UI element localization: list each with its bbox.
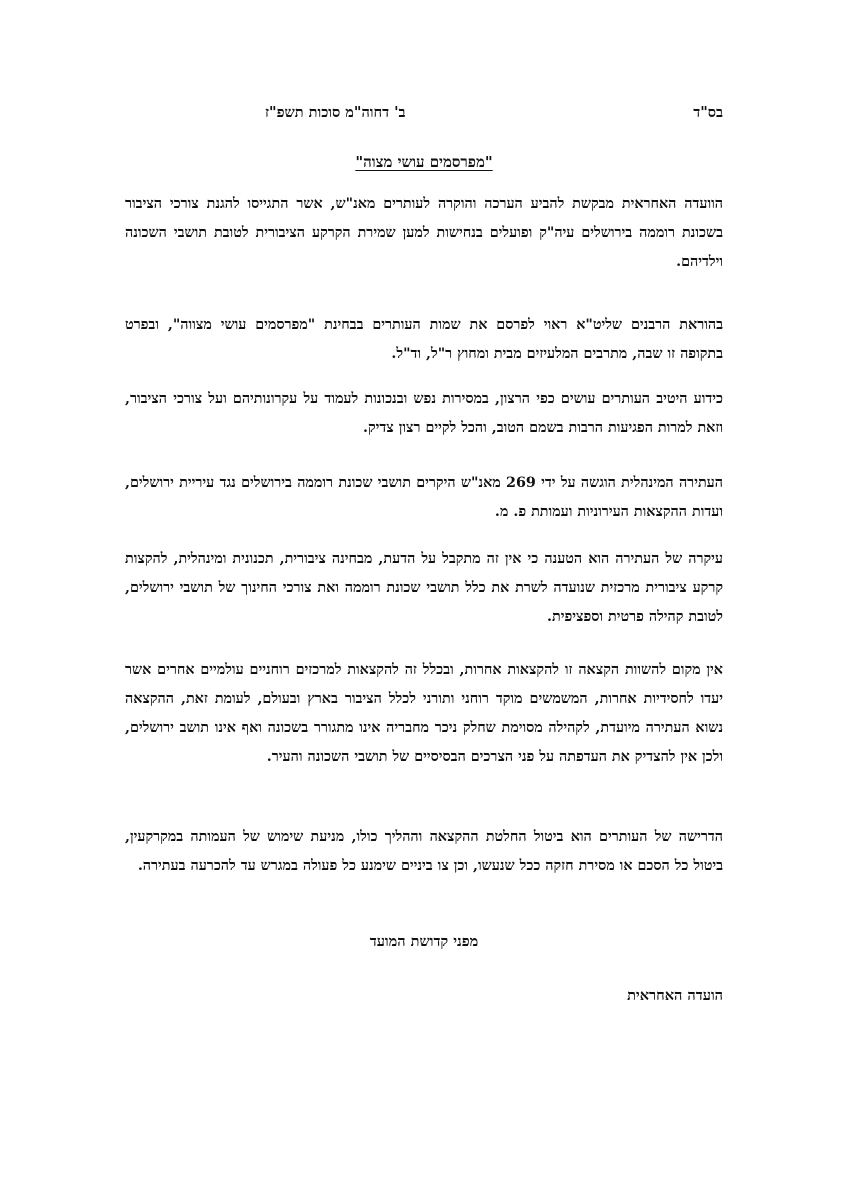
- basad-marking: בס"ד: [693, 104, 723, 121]
- paragraph-demands: הדרישה של העותרים הוא ביטול החלטת ההקצאה וההליך כולו, מניעת שימוש של העמותה במקרקעין, ביטול כל הסכם או מסירת חזקה ככל שנעשו, וכן צו ביניים שימנע כל פעולה במגרש עד להכרעה בעתירה.: [125, 829, 723, 874]
- paragraph-dedication: כידוע היטיב העותרים עושים כפי הרצון, במסירות נפש ובנכונות לעמוד על עקרונותיהם ועל צורכי הציבור, וזאת למרות הפגיעות הרבות בשמם הטוב, והכל לקיים רצון צדיק.: [125, 391, 723, 436]
- paragraph-petition-claim: עיקרה של העתירה הוא הטענה כי אין זה מתקבל על הדעת, מבחינה ציבורית, תכנונית ומינהלית, להקצות קרקע ציבורית מרכזית שנועדה לשרת את כלל תושבי שכונת רוממה ואת צורכי החינוך של תושבי ירושלים, לטובת קהילה פרטית וספציפית.: [125, 551, 723, 625]
- document-title-text: "מפרסמים עושי מצוה": [355, 153, 493, 171]
- paragraph-publish-names: בהוראת הרבנים שליט"א ראוי לפרסם את שמות העותרים בבחינת "מפרסמים עושי מצווה", ובפרט בתקופה זו שבה, מתרבים המלעיזים מבית ומחוץ ר"ל, וד"ל.: [125, 317, 723, 362]
- document-title: [0, 153, 848, 172]
- document-date: ב' דחוה"מ סוכות תשפ"ז: [265, 104, 406, 121]
- paragraph-appreciation: הוועדה האחראית מבקשת להביע הערכה והוקרה לעותרים מאנ"ש, אשר התגייסו להגנת צורכי הציבור בשכונת רוממה בירושלים עיה"ק ופועלים בנחישות למען שמירת הקרקע הציבורית לטובת תושבי השכונה וילדיהם.: [125, 196, 723, 270]
- paragraph-comparison: אין מקום להשוות הקצאה זו להקצאות אחרות, ובכלל זה להקצאות למרכזים רוחניים עולמיים אחרים אשר יעדו לחסידיות אחרות, המשמשים מוקד רוחני ותורני לכלל הציבור בארץ ובעולם, לעומת זאת, ההקצאה נשוא העתירה מיועדת, לקהילה מסוימת שחלק ניכר מחבריה אינו מתגורר בשכונה ואף אינו תושב ירושלים, ולכן אין להצדיק את העדפתה על פני הצרכים הבסיסיים של תושבי השכונה והעיר.: [125, 662, 723, 765]
- paragraph-petition-filed: העתירה המינהלית הוגשה על ידי 269 מאנ"ש היקרים תושבי שכונת רוממה בירושלים נגד עיריית ירושלים, ועדות ההקצאות העירוניות ועמותת פ. מ.: [125, 475, 723, 520]
- signature-committee: הועדה האחראית: [627, 987, 723, 1004]
- document-header: [125, 104, 723, 124]
- signoff-line: מפני קדושת המועד: [369, 933, 479, 950]
